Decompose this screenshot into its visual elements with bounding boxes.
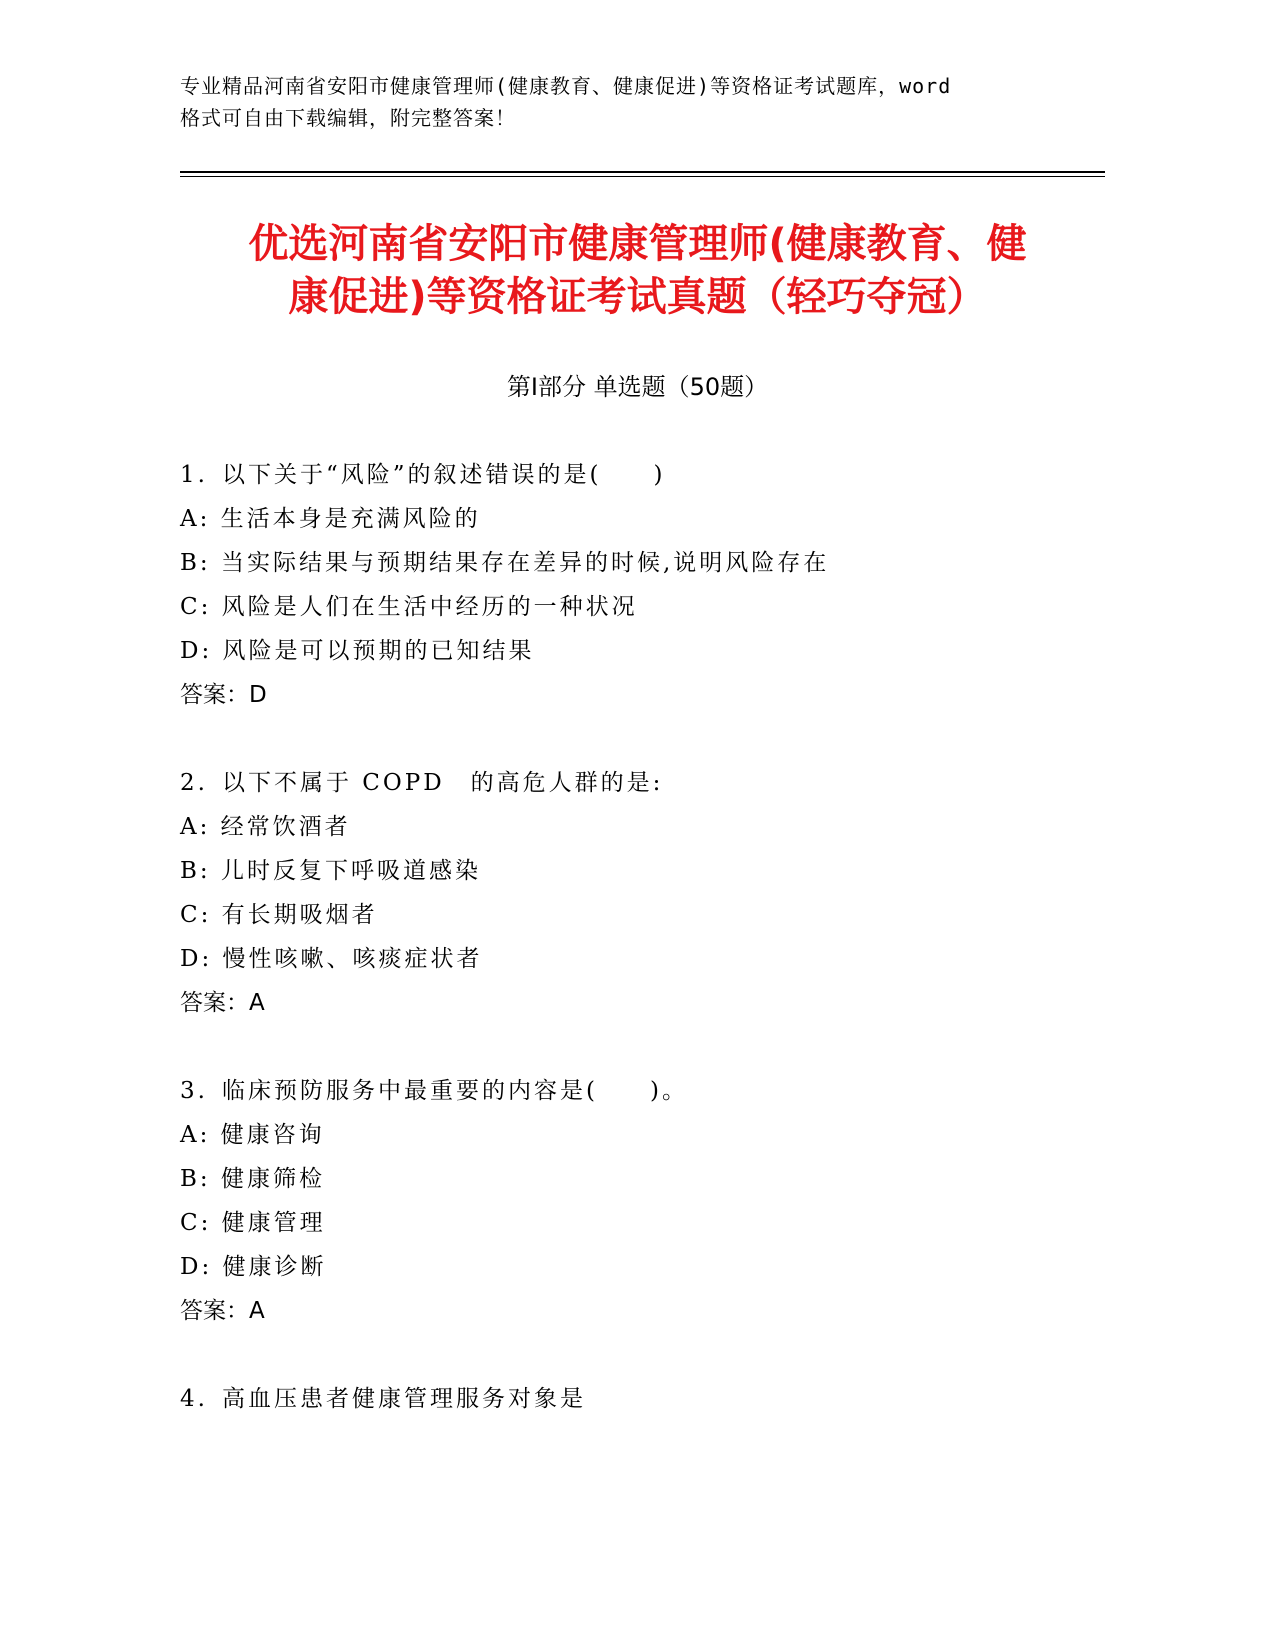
question-1 xyxy=(180,453,1100,717)
option-d: D: 风险是可以预期的已知结果 xyxy=(180,638,535,664)
option-c: C: 有长期吸烟者 xyxy=(180,902,378,928)
option-a: A: 经常饮酒者 xyxy=(180,814,351,840)
option-b: B: 健康筛检 xyxy=(180,1166,325,1192)
question-stem xyxy=(180,1069,1100,1113)
question-2 xyxy=(180,761,1100,1025)
option-b: B: 儿时反复下呼吸道感染 xyxy=(180,858,481,884)
question-text: 以下关于“风险”的叙述错误的是( ) xyxy=(222,462,666,488)
question-text: 以下不属于 COPD 的高危人群的是: xyxy=(222,770,664,796)
option-d: D: 健康诊断 xyxy=(180,1254,327,1280)
answer-line: 答案：A xyxy=(180,1298,265,1324)
answer-line: 答案：A xyxy=(180,990,265,1016)
header-divider-thin xyxy=(180,176,1105,177)
option-a: A: 生活本身是充满风险的 xyxy=(180,506,481,532)
question-text: 高血压患者健康管理服务对象是 xyxy=(222,1386,586,1412)
option-c: C: 健康管理 xyxy=(180,1210,326,1236)
question-number: 2. xyxy=(180,770,208,796)
option-d: D: 慢性咳嗽、咳痰症状者 xyxy=(180,946,483,972)
question-stem xyxy=(180,453,1100,497)
header-note-line-2: 格式可自由下载编辑，附完整答案！ xyxy=(180,106,516,130)
question-3 xyxy=(180,1069,1100,1333)
document-title-line-2: 康促进)等资格证考试真题（轻巧夺冠） xyxy=(288,274,987,320)
question-stem xyxy=(180,1377,1100,1421)
section-heading: 第Ⅰ部分 单选题（50题） xyxy=(506,373,769,401)
question-number: 4. xyxy=(180,1386,208,1412)
question-stem xyxy=(180,761,1100,805)
answer-line: 答案：D xyxy=(180,682,267,708)
header-note xyxy=(180,70,1080,134)
question-text: 临床预防服务中最重要的内容是( )。 xyxy=(222,1078,688,1104)
document-title-line-1: 优选河南省安阳市健康管理师(健康教育、健 xyxy=(248,221,1027,267)
option-a: A: 健康咨询 xyxy=(180,1122,325,1148)
question-list xyxy=(180,453,1100,1465)
question-number: 1. xyxy=(180,462,208,488)
question-number: 3. xyxy=(180,1078,208,1104)
document-title xyxy=(180,218,1095,324)
header-divider-thick xyxy=(180,171,1105,173)
header-note-line-1: 专业精品河南省安阳市健康管理师(健康教育、健康促进)等资格证考试题库，word xyxy=(180,74,952,98)
option-b: B: 当实际结果与预期结果存在差异的时候,说明风险存在 xyxy=(180,550,830,576)
option-c: C: 风险是人们在生活中经历的一种状况 xyxy=(180,594,638,620)
question-4 xyxy=(180,1377,1100,1421)
